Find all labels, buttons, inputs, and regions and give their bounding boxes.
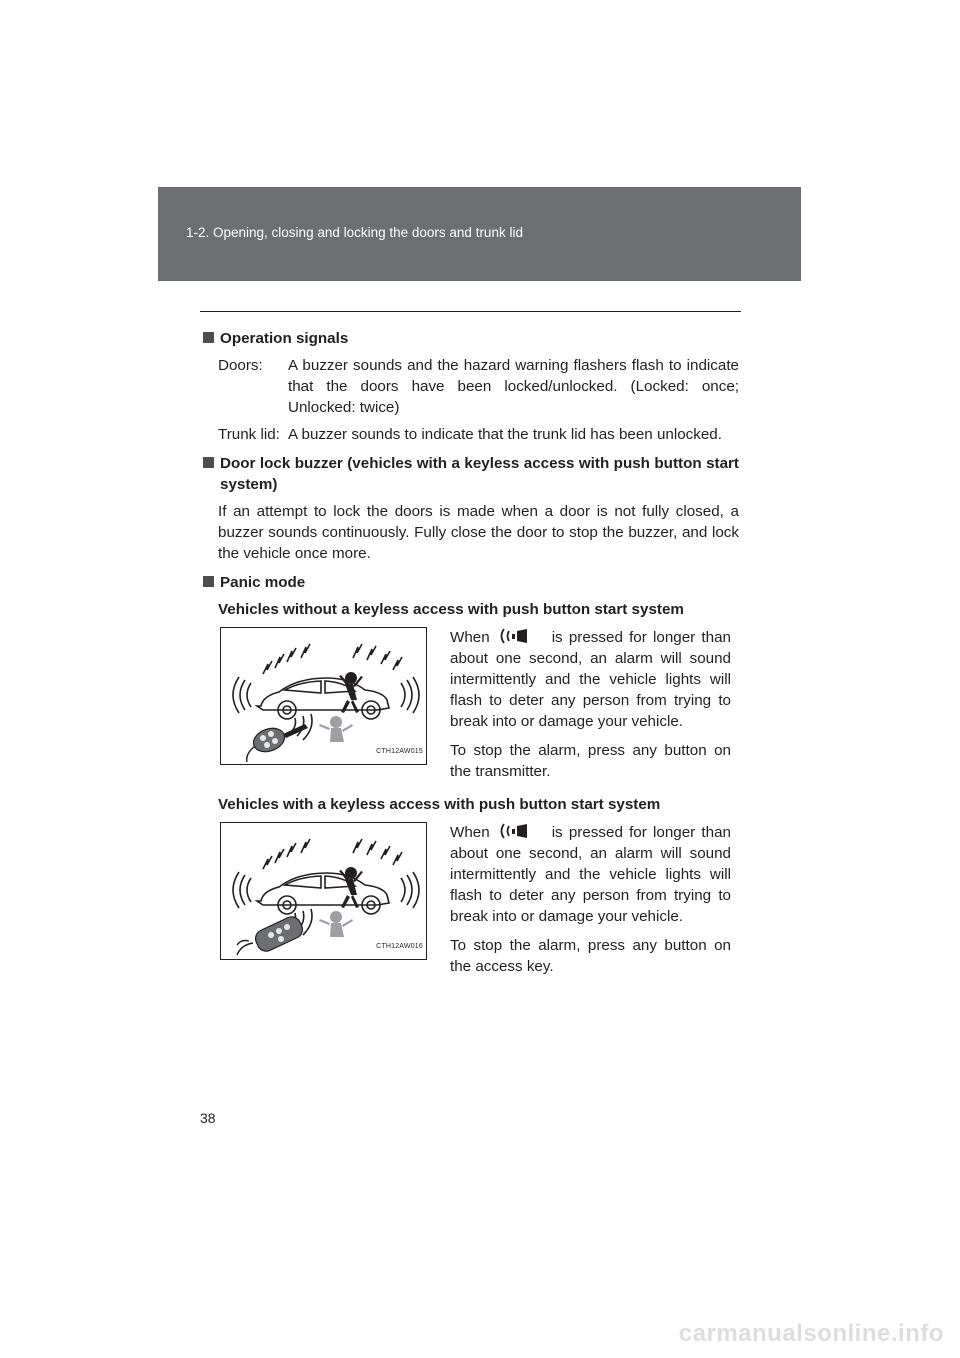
panic-mode-heading (203, 572, 739, 593)
figure-code: CTH12AW015 (376, 748, 423, 755)
header-rule (200, 311, 741, 312)
when-word: When (450, 629, 490, 646)
doors-definition (218, 355, 739, 418)
operation-signals-title: Operation signals (220, 330, 349, 347)
trunk-definition (218, 424, 739, 445)
panic-mode-title: Panic mode (220, 574, 306, 591)
figure-code: CTH12AW016 (376, 943, 423, 950)
panic-instruction-text: is pressed for longer than about one second, an alarm will sound intermittently and the vehicle lights will flash to deter any person from trying to break into or damage your vehicle. (450, 629, 731, 730)
section-title: 1-2. Opening, closing and locking the doors and trunk lid (186, 225, 523, 240)
panic-instruction-text: is pressed for longer than about one second, an alarm will sound intermittently and the vehicle lights will flash to deter any person from trying to break into or damage your vehicle. (450, 824, 731, 925)
watermark: carmanualsonline.info (678, 1320, 944, 1347)
panic-button-icon (498, 822, 544, 840)
without-keyless-description (450, 627, 731, 790)
trunk-description: A buzzer sounds to indicate that the trunk lid has been unlocked. (288, 426, 722, 443)
door-lock-buzzer-section (203, 453, 739, 564)
door-lock-buzzer-heading (203, 453, 739, 495)
when-word: When (450, 824, 490, 841)
door-lock-buzzer-text: If an attempt to lock the doors is made when a door is not fully closed, a buzzer sounds continuously. Fully close the door to stop the buzzer, and lock the vehicle once more. (218, 503, 739, 562)
panic-mode-section (203, 572, 739, 985)
stop-alarm-text: To stop the alarm, press any button on the transmitter. (450, 742, 731, 780)
panic-illustration-access-key (220, 822, 427, 960)
panic-illustration-transmitter (220, 627, 427, 765)
door-lock-buzzer-title: Door lock buzzer (vehicles with a keyless access with push button start system) (220, 455, 739, 493)
with-keyless-row (220, 822, 739, 985)
doors-term: Doors: (218, 357, 263, 374)
panic-button-icon (498, 627, 544, 645)
operation-signals-heading (203, 328, 739, 349)
without-keyless-row (220, 627, 739, 790)
page-content (203, 328, 739, 993)
header-band (158, 187, 801, 281)
operation-signals-section (203, 328, 739, 445)
square-bullet-icon (203, 457, 214, 468)
with-keyless-description (450, 822, 731, 985)
doors-description: A buzzer sounds and the hazard warning flashers flash to indicate that the doors have been locked/unlocked. (Locked: once; Unlocked: twice) (288, 357, 739, 416)
square-bullet-icon (203, 576, 214, 587)
stop-alarm-text: To stop the alarm, press any button on the access key. (450, 937, 731, 975)
page-number: 38 (200, 1110, 216, 1126)
trunk-term: Trunk lid: (218, 426, 280, 443)
square-bullet-icon (203, 332, 214, 343)
without-keyless-subheading: Vehicles without a keyless access with push button start system (218, 601, 684, 618)
with-keyless-subheading: Vehicles with a keyless access with push button start system (218, 796, 661, 813)
